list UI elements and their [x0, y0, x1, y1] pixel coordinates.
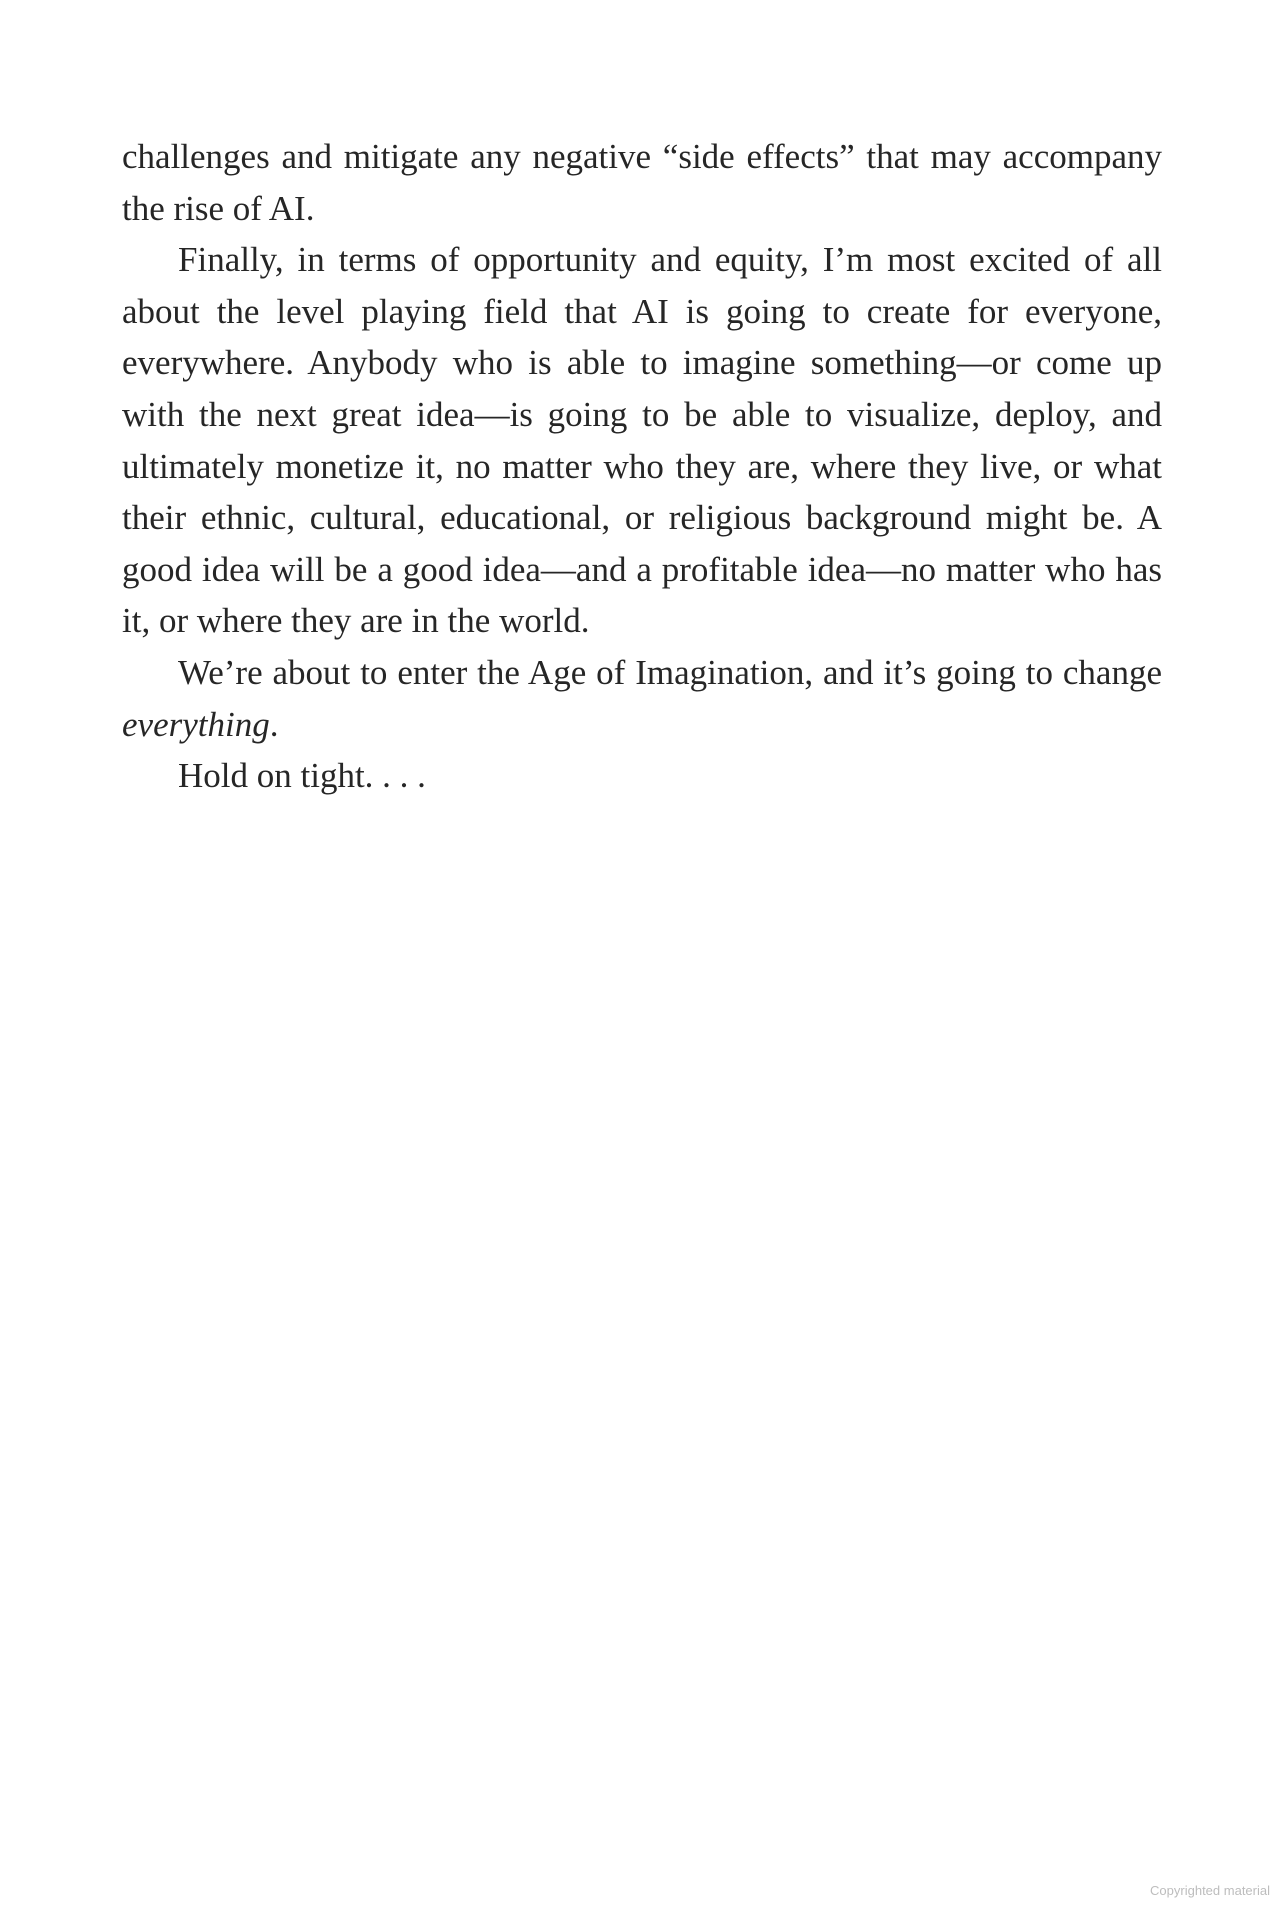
body-text — [122, 131, 1162, 802]
paragraph-text-end: . — [269, 704, 279, 744]
paragraph-opportunity-equity: Finally, in terms of opportunity and equity, I’m most excited of all about the level playing field that AI is going to create for everyone, everywhere. Anybody who is able to imagine something—or come up with the next great idea—is going to be able to visualize, deploy, and ultimately monetize it, no matter who they are, where they live, or what their ethnic, cultural, educational, or religious background might be. A good idea will be a good idea—and a profitable idea—no matter who has it, or where they are in the world. — [122, 240, 1162, 641]
emphasized-word: everything — [122, 704, 270, 744]
paragraph-text-start: We’re about to enter the Age of Imagination, and it’s going to change — [178, 652, 1162, 692]
paragraph-continuation: challenges and mitigate any negative “side effects” that may accompany the rise of AI. — [122, 137, 1162, 228]
paragraph-age-of-imagination — [122, 647, 1162, 750]
copyright-watermark: Copyrighted material — [1150, 1883, 1270, 1898]
paragraph-closing: Hold on tight. . . . — [178, 756, 426, 796]
